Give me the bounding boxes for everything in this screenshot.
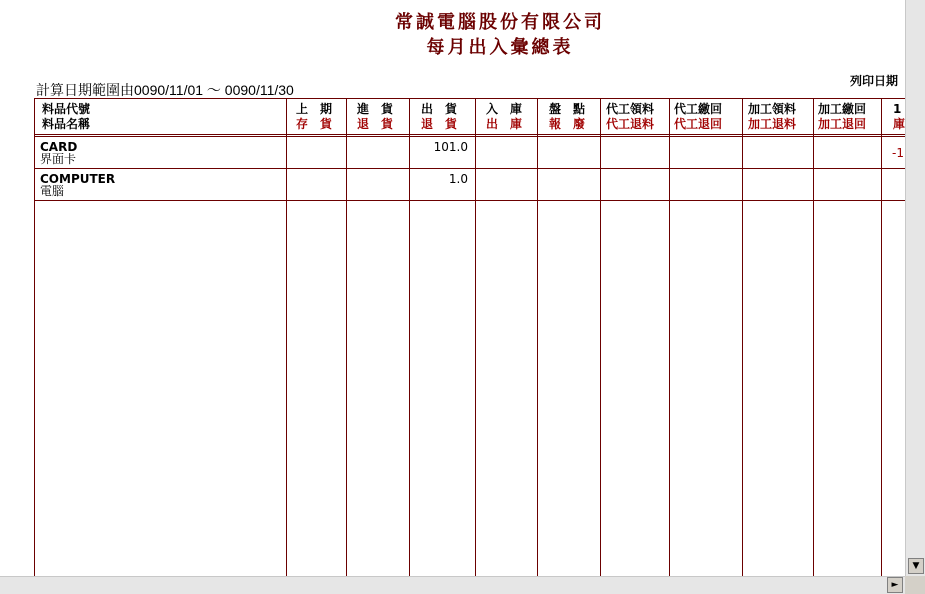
row-divider: [34, 200, 905, 201]
col-header-stocktake: 盤 點 報 廢: [549, 102, 586, 131]
shipment-value: 1.0: [448, 172, 468, 186]
vertical-scrollbar[interactable]: [905, 0, 925, 576]
report-title: 每月出入彙總表: [426, 37, 574, 58]
col-divider: [813, 98, 814, 576]
col-header-warehouse: 入 庫 出 庫: [486, 102, 523, 131]
table-top-border: [34, 98, 905, 99]
col-divider: [537, 98, 538, 576]
col-divider: [409, 98, 410, 576]
col-header-purchase: 進 貨 退 貨: [357, 102, 394, 131]
header-bottom-border: [34, 134, 905, 135]
col-header-process-issue: 加工領料 加工退料: [748, 102, 797, 131]
row-divider: [34, 168, 905, 169]
item-code: COMPUTER: [40, 172, 116, 186]
col-header-oem-issue: 代工領料 代工退料: [606, 102, 655, 131]
shipment-value: 101.0: [433, 140, 468, 154]
col-divider: [346, 98, 347, 576]
scroll-right-icon[interactable]: ►: [887, 577, 903, 593]
header-bottom-border-2: [34, 136, 905, 137]
item-name: 界面卡: [40, 152, 77, 166]
item-name: 電腦: [40, 184, 65, 198]
horizontal-scrollbar[interactable]: [0, 576, 905, 594]
col-divider: [600, 98, 601, 576]
scroll-down-icon[interactable]: ▼: [908, 558, 924, 574]
col-divider: [286, 98, 287, 576]
col-header-shipment: 出 貨 退 貨: [421, 102, 458, 131]
col-divider: [669, 98, 670, 576]
item-code: CARD: [40, 140, 78, 154]
col-header-stock: 1 庫: [893, 102, 905, 131]
col-divider: [34, 98, 35, 576]
col-header-process-return: 加工繳回 加工退回: [818, 102, 867, 131]
col-header-opening-stock: 上 期 存 貨: [296, 102, 333, 131]
col-divider: [475, 98, 476, 576]
stock-value: -1: [892, 146, 904, 160]
col-header-item: 料品代號 料品名稱: [42, 102, 91, 131]
col-header-oem-return: 代工繳回 代工退回: [674, 102, 723, 131]
company-title: 常誠電腦股份有限公司: [395, 12, 605, 33]
scrollbar-corner: [905, 576, 925, 594]
print-date-label: 列印日期: [850, 74, 899, 88]
col-divider: [742, 98, 743, 576]
col-divider: [881, 98, 882, 576]
date-range: 計算日期範圍由0090/11/01 ～ 0090/11/30: [36, 82, 294, 98]
